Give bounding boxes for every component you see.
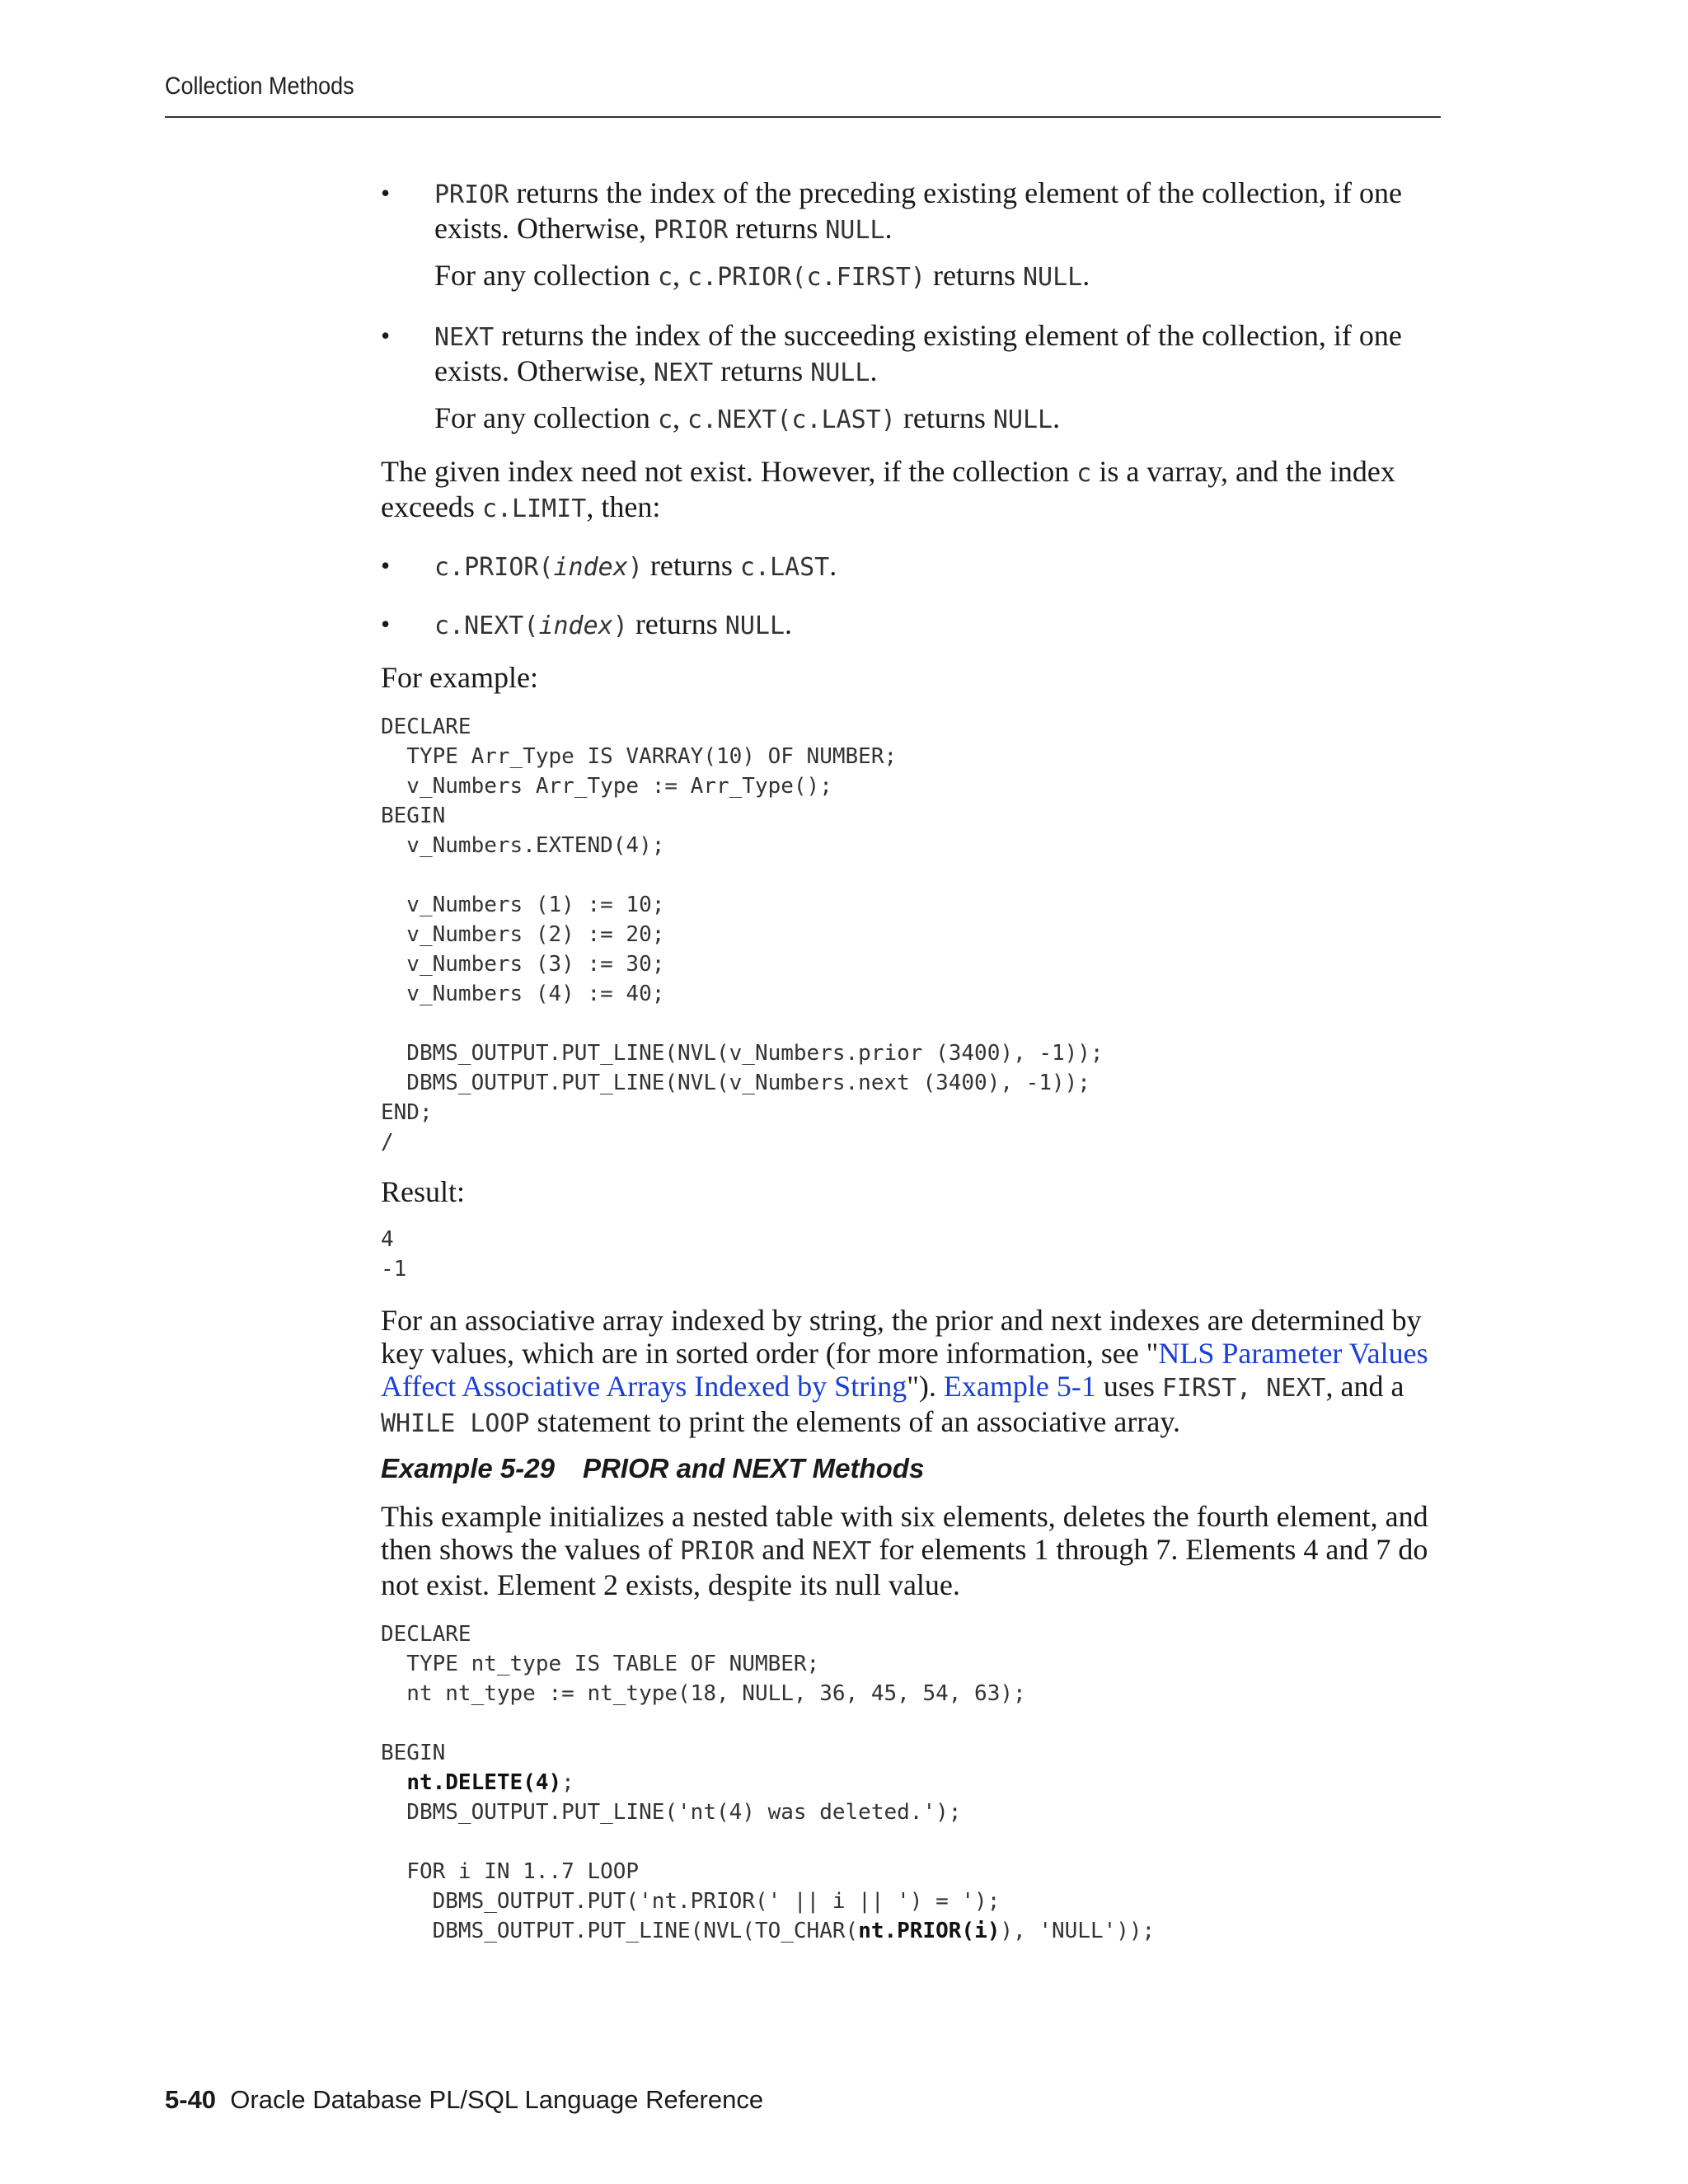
code-arg: index	[553, 553, 628, 582]
bullet-text: .	[884, 212, 893, 245]
para-text: for elements 1 through 7. Elements 4 and 7 do not exist. Element 2 exists, despite its null value.	[381, 1533, 1428, 1601]
code-keyword: c.PRIOR(	[434, 553, 554, 582]
bullet-text: returns	[627, 607, 725, 640]
note-text: ,	[673, 259, 687, 292]
code-keyword: NULL	[825, 216, 885, 245]
result-label: Result:	[381, 1175, 466, 1208]
para-text: This example initializes a nested table with six elements, deletes the fourth element, and then shows the values of	[381, 1500, 1428, 1566]
bullet-text: .	[829, 549, 837, 582]
bullet-text: returns the index of the succeeding existing element of the collection, if one exists. Otherwise,	[434, 319, 1402, 387]
code-block-nested-table	[381, 1619, 1452, 1946]
bullet-text: returns	[642, 549, 740, 582]
code-keyword: NULL	[1022, 263, 1083, 292]
para-text: The given index need not exist. However, if the collection	[381, 455, 1077, 488]
code-keyword: c	[657, 263, 673, 292]
bullet-dot: •	[381, 551, 391, 580]
bullet-prior-note	[381, 259, 1452, 294]
example-title: PRIOR and NEXT Methods	[582, 1453, 925, 1483]
note-text: .	[1053, 401, 1061, 434]
bullet-prior-index	[381, 549, 1452, 584]
code-keyword: FIRST	[1161, 1374, 1237, 1403]
code-keyword: c.LIMIT	[481, 494, 587, 523]
bullet-next-index	[381, 607, 1452, 643]
bullet-dot: •	[381, 178, 391, 208]
for-example-label: For example:	[381, 661, 538, 694]
code-keyword: c.NEXT(c.LAST)	[687, 405, 896, 434]
running-header: Collection Methods	[165, 73, 354, 100]
para-text: statement to print the elements of an associative array.	[529, 1405, 1181, 1438]
code-keyword: c.LAST	[739, 553, 830, 582]
page-body	[381, 176, 1452, 1946]
code-keyword: c.PRIOR(c.FIRST)	[687, 263, 926, 292]
page-footer	[165, 2085, 763, 2115]
paragraph-index-limit	[381, 455, 1452, 526]
code-keyword: PRIOR	[679, 1537, 755, 1566]
page-number: 5-40	[165, 2085, 217, 2114]
code-keyword: WHILE LOOP	[381, 1409, 530, 1438]
code-keyword: PRIOR	[434, 180, 509, 209]
para-text: , and a	[1325, 1370, 1404, 1403]
example-heading	[381, 1452, 1452, 1485]
note-text: ,	[673, 401, 687, 434]
code-line: ; DBMS_OUTPUT.PUT_LINE('nt(4) was deleted.'); FOR i IN 1..7 LOOP DBMS_OUTPUT.PUT('nt.PRIOR(' || i || ') = '); DBMS_OUTPUT.PUT_LINE(NVL(TO_CHAR(	[406, 1770, 1001, 1943]
paragraph-associative	[381, 1304, 1452, 1441]
bullet-text: returns	[713, 354, 811, 387]
code-keyword: NEXT	[653, 359, 714, 387]
paragraph-example-desc	[381, 1500, 1452, 1601]
para-text: For an associative array indexed by string, the prior and next indexes are determined by key values, which are in sorted order (for more information, see "	[381, 1304, 1422, 1370]
code-bold: nt.DELETE(4)	[406, 1770, 562, 1795]
para-text: , then:	[586, 490, 661, 523]
para-text: and	[754, 1533, 813, 1566]
bullet-dot: •	[381, 321, 391, 350]
code-keyword: PRIOR	[653, 216, 729, 245]
note-text: returns	[925, 259, 1023, 292]
bullet-text: returns the index of the preceding existing element of the collection, if one exists. Otherwise,	[434, 176, 1402, 245]
bullet-text: .	[785, 607, 793, 640]
bullet-text: returns	[728, 212, 826, 245]
code-line: DECLARE TYPE nt_type IS TABLE OF NUMBER; nt nt_type := nt_type(18, NULL, 36, 45, 54, 63); BEGIN	[381, 1622, 1026, 1765]
code-keyword: c.NEXT(	[434, 612, 539, 640]
code-line: ), 'NULL'));	[1000, 1919, 1156, 1943]
code-keyword: c	[657, 405, 673, 434]
bullet-next-note	[381, 401, 1452, 437]
code-keyword: NEXT	[434, 323, 495, 352]
book-title: Oracle Database PL/SQL Language Reference	[230, 2085, 764, 2114]
code-keyword: NULL	[810, 359, 870, 387]
code-keyword: NULL	[724, 612, 785, 640]
code-keyword: NEXT	[812, 1537, 872, 1566]
bullet-prior	[381, 176, 1452, 247]
para-text: ").	[907, 1370, 944, 1403]
code-keyword: NEXT	[1266, 1374, 1326, 1403]
para-text: uses	[1095, 1370, 1162, 1403]
note-text: For any collection	[434, 259, 658, 292]
code-keyword: )	[612, 612, 628, 640]
header-rule	[165, 116, 1441, 118]
code-arg: index	[538, 612, 613, 640]
link-nls-parameter[interactable]: NLS Parameter Values Affect Associative Arrays Indexed by String	[381, 1337, 1428, 1403]
code-keyword: c	[1076, 459, 1092, 488]
code-block-varray: DECLARE TYPE Arr_Type IS VARRAY(10) OF NUMBER; v_Numbers Arr_Type := Arr_Type(); BEGIN v_Numbers.EXTEND(4); v_Numbers (1) := 10; v_Numbers (2) := 20; v_Numbers (3) := 30; v_Numbers (4) := 40; DBMS_OUTPUT.PUT_LINE(NVL(v_Numbers.prior (3400), -1)); DBMS_OUTPUT.PUT_LINE(NVL(v_Numbers.next (3400), -1)); END; /	[381, 715, 1104, 1155]
bullet-text: .	[870, 354, 878, 387]
note-text: For any collection	[434, 401, 658, 434]
note-text: returns	[895, 401, 993, 434]
bullet-next	[381, 319, 1452, 390]
code-keyword: ,	[1236, 1374, 1267, 1403]
example-number: Example 5-29	[381, 1453, 555, 1483]
bullet-dot: •	[381, 609, 391, 639]
note-text: .	[1082, 259, 1090, 292]
code-keyword: NULL	[992, 405, 1053, 434]
code-bold: nt.PRIOR(i)	[858, 1919, 1001, 1943]
result-output: 4 -1	[381, 1227, 407, 1282]
code-keyword: )	[627, 553, 643, 582]
para-text: is a varray, and the index exceeds	[381, 455, 1395, 523]
link-example-5-1[interactable]: Example 5-1	[943, 1370, 1096, 1403]
